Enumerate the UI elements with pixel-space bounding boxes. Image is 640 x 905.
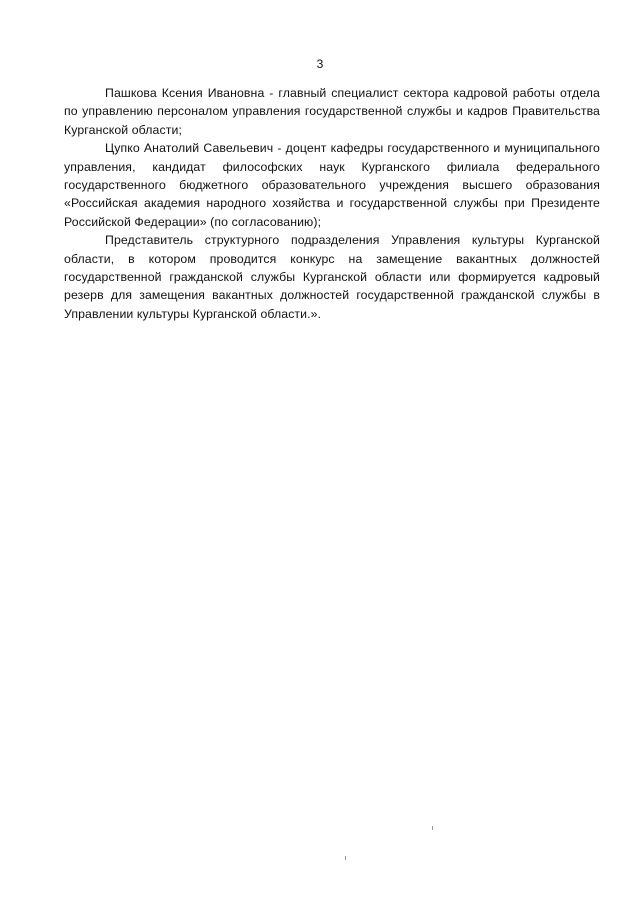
- page-number: 3: [316, 57, 324, 71]
- scan-speck: [345, 856, 346, 860]
- paragraph-representative: Представитель структурного подразделения Управления культуры Курганской области, в котором проводится конкурс на замещение вакантных должностей государственной гражданской службы Курганской области или формируется кадровый резерв для замещения вакантных должностей государственной гражданской службы в Управлении культуры Курганской области.».: [64, 233, 600, 321]
- scan-speck: [432, 826, 433, 830]
- paragraph-pashkova: Пашкова Ксения Ивановна - главный специалист сектора кадровой работы отдела по управлению персоналом управления государственной службы и кадров Правительства Курганской области;: [64, 86, 600, 137]
- paragraph-tsupko: Цупко Анатолий Савельевич - доцент кафедры государственного и муниципального управления, кандидат философских наук Курганского филиала федерального государственного бюджетного образовательного учреждения высшего образования «Российская академия народного хозяйства и государственной службы при Президенте Российской Федерации» (по согласованию);: [64, 141, 600, 229]
- document-body: [64, 84, 600, 323]
